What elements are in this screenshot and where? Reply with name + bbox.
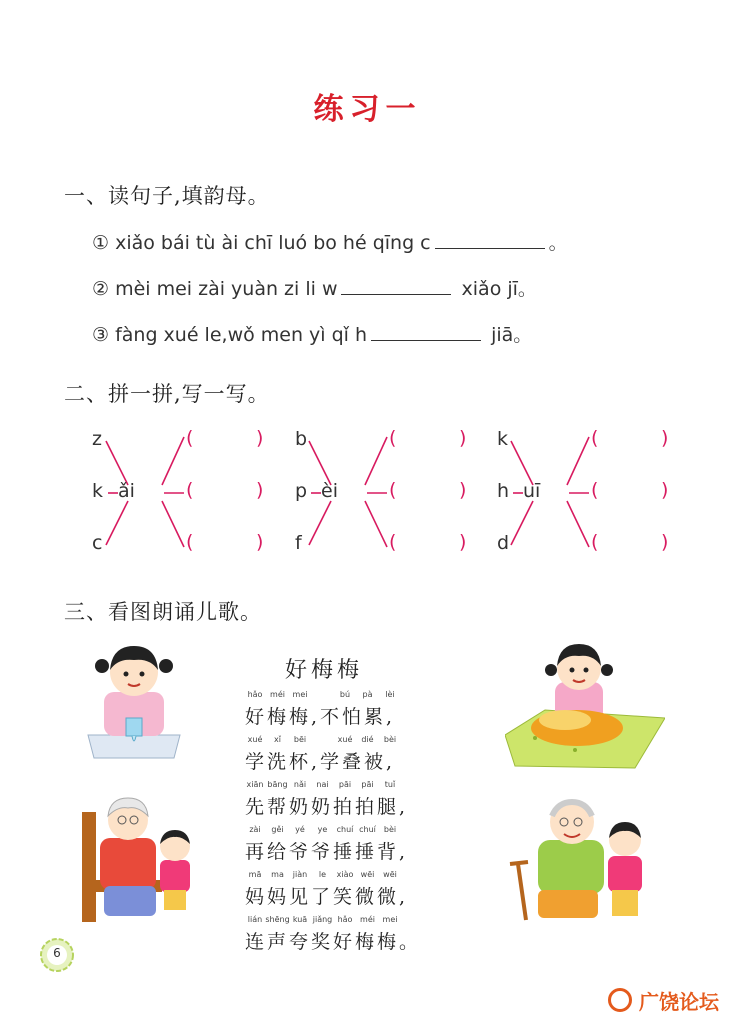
pinyin-syllable: xiào — [336, 870, 354, 879]
connector-initial-1 — [511, 441, 533, 485]
pinyin-syllable: pāi — [338, 780, 352, 789]
girl-washing-cup-illustration — [84, 640, 184, 760]
answer-paren-open-3-1[interactable]: ( — [591, 427, 599, 449]
watermark-text: 广饶论坛 — [638, 990, 719, 1014]
connector-paren-3 — [567, 501, 589, 547]
pinyin-syllable: dié — [361, 735, 374, 744]
answer-paren-close-2-2: ) — [459, 479, 467, 501]
watermark-logo-icon — [608, 988, 632, 1012]
connector-paren-1 — [365, 437, 387, 485]
answer-paren-open-1-1[interactable]: ( — [186, 427, 194, 449]
page-title: 练习一 — [313, 92, 422, 127]
pinyin-syllable: xué — [337, 735, 353, 744]
poem-title: 好梅梅 — [285, 658, 364, 683]
pinyin-syllable: yé — [295, 825, 305, 834]
girl-patting-grandpa-illustration — [508, 790, 658, 930]
pinyin-syllable: xué — [247, 735, 263, 744]
answer-paren-open-2-3[interactable]: ( — [389, 531, 397, 553]
poem-line-5 — [245, 870, 435, 909]
pinyin-syllable: bú — [339, 690, 351, 699]
poem-text-3: 先帮奶奶拍拍腿, — [245, 796, 409, 818]
section3-heading: 三、看图朗诵儿歌。 — [64, 600, 262, 624]
answer-paren-open-1-2[interactable]: ( — [186, 479, 194, 501]
pinyin-syllable: mei — [292, 690, 308, 699]
connector-paren-3 — [365, 501, 387, 547]
page-number-badge — [38, 936, 76, 974]
section1-heading: 一、读句子,填韵母。 — [64, 184, 270, 208]
initial-2-2: p — [295, 480, 308, 502]
answer-paren-open-3-3[interactable]: ( — [591, 531, 599, 553]
initial-3-3: d — [497, 532, 510, 554]
poem-line-3 — [245, 780, 435, 819]
poem-line-1 — [245, 690, 435, 729]
girl-patting-grandma-illustration — [80, 790, 200, 930]
poem-line-2 — [245, 735, 435, 774]
exercise-line-2-text: ② mèi mei zài yuàn zi li w — [92, 278, 338, 300]
pinyin-syllable: nai — [316, 780, 329, 789]
poem-text-4: 再给爷爷捶捶背, — [245, 841, 409, 863]
answer-paren-close-3-2: ) — [661, 479, 669, 501]
pinyin-syllable: wēi — [360, 870, 375, 879]
pinyin-syllable: lián — [247, 915, 263, 924]
connector-initial-1 — [309, 441, 331, 485]
initial-1-3: c — [92, 532, 103, 554]
poem-line-6 — [245, 915, 435, 954]
initial-1-1: z — [92, 428, 102, 450]
initial-3-1: k — [497, 428, 509, 450]
watermark — [608, 986, 719, 1015]
pinyin-syllable: mā — [248, 870, 262, 879]
connector-initial-3 — [309, 501, 331, 545]
pinyin-syllable: tuǐ — [384, 780, 396, 789]
pinyin-syllable: wēi — [383, 870, 397, 879]
pinyin-syllable: chuí — [359, 825, 376, 834]
poem-pinyin-5 — [245, 870, 435, 882]
final-1: ǎi — [118, 480, 135, 502]
connector-initial-3 — [511, 501, 533, 545]
answer-paren-close-1-1: ) — [256, 427, 264, 449]
pinyin-syllable: méi — [270, 690, 285, 699]
answer-blank-1[interactable] — [435, 247, 545, 249]
girl-folding-quilt-illustration — [505, 640, 665, 770]
poem-text-2: 学洗杯,学叠被, — [245, 751, 396, 773]
pinyin-syllable: mei — [382, 915, 398, 924]
pinyin-syllable: bēi — [293, 735, 307, 744]
answer-paren-close-2-3: ) — [459, 531, 467, 553]
pinyin-syllable: le — [318, 870, 327, 879]
answer-paren-close-3-1: ) — [661, 427, 669, 449]
pinyin-syllable: méi — [360, 915, 375, 924]
exercise-line-2-tail: xiǎo jī。 — [461, 278, 537, 300]
exercise-line-3-text: ③ fàng xué le,wǒ men yì qǐ h — [92, 324, 368, 346]
answer-paren-close-2-1: ) — [459, 427, 467, 449]
final-2: èi — [321, 480, 338, 502]
answer-paren-open-2-2[interactable]: ( — [389, 479, 397, 501]
answer-paren-open-2-1[interactable]: ( — [389, 427, 397, 449]
pinyin-syllable: kuā — [292, 915, 308, 924]
exercise-line-2 — [92, 274, 537, 301]
answer-paren-close-1-2: ) — [256, 479, 264, 501]
pinyin-syllable: bāng — [267, 780, 288, 789]
poem-text-6: 连声夸奖好梅梅。 — [245, 931, 422, 953]
pinyin-syllable: ye — [317, 825, 328, 834]
pinyin-syllable: pà — [362, 690, 373, 699]
pinyin-syllable: xiān — [246, 780, 264, 789]
connector-paren-1 — [162, 437, 184, 485]
pinyin-syllable: ma — [271, 870, 284, 879]
page-number: 6 — [53, 946, 61, 960]
connector-paren-3 — [162, 501, 184, 547]
pinyin-syllable: chuí — [336, 825, 354, 834]
pinyin-syllable: lèi — [385, 690, 395, 699]
answer-paren-open-3-2[interactable]: ( — [591, 479, 599, 501]
initial-1-2: k — [92, 480, 104, 502]
poem-pinyin-3 — [245, 780, 435, 792]
poem-pinyin-2 — [245, 735, 435, 747]
initial-2-1: b — [295, 428, 308, 450]
final-3: uī — [523, 480, 541, 502]
exercise-line-3 — [92, 320, 532, 347]
pinyin-syllable: bèi — [383, 735, 397, 744]
poem-text-5: 妈妈见了笑微微, — [245, 886, 409, 908]
exercise-line-3-tail: jiā。 — [491, 324, 533, 346]
pinyin-syllable: nǎi — [293, 780, 307, 789]
pinyin-syllable: xǐ — [274, 735, 281, 744]
pinyin-syllable: shēng — [265, 915, 290, 924]
answer-blank-3[interactable] — [371, 339, 481, 341]
answer-blank-2[interactable] — [341, 293, 451, 295]
connector-paren-1 — [567, 437, 589, 485]
pinyin-syllable: pāi — [361, 780, 374, 789]
answer-paren-close-1-3: ) — [256, 531, 264, 553]
poem-text-1: 好梅梅,不怕累, — [245, 706, 396, 728]
pinyin-syllable: hǎo — [337, 915, 353, 924]
section2-heading: 二、拼一拼,写一写。 — [64, 382, 270, 406]
pinyin-syllable: gěi — [271, 825, 284, 834]
poem-line-4 — [245, 825, 435, 864]
initial-3-2: h — [497, 480, 510, 502]
exercise-line-1-tail: 。 — [548, 232, 568, 254]
pinyin-syllable: hǎo — [247, 690, 263, 699]
poem-pinyin-6 — [245, 915, 435, 927]
pinyin-syllable: jiǎng — [312, 915, 333, 924]
pinyin-syllable: jiàn — [292, 870, 308, 879]
poem-pinyin-4 — [245, 825, 435, 837]
exercise-line-1 — [92, 228, 568, 255]
connector-initial-3 — [106, 501, 128, 545]
pinyin-syllable: zài — [249, 825, 261, 834]
initial-2-3: f — [295, 532, 302, 554]
answer-paren-open-1-3[interactable]: ( — [186, 531, 194, 553]
poem-pinyin-1 — [245, 690, 435, 702]
answer-paren-close-3-3: ) — [661, 531, 669, 553]
exercise-line-1-text: ① xiǎo bái tù ài chī luó bo hé qīng c — [92, 232, 431, 254]
pinyin-syllable: bèi — [383, 825, 397, 834]
connector-initial-1 — [106, 441, 128, 485]
